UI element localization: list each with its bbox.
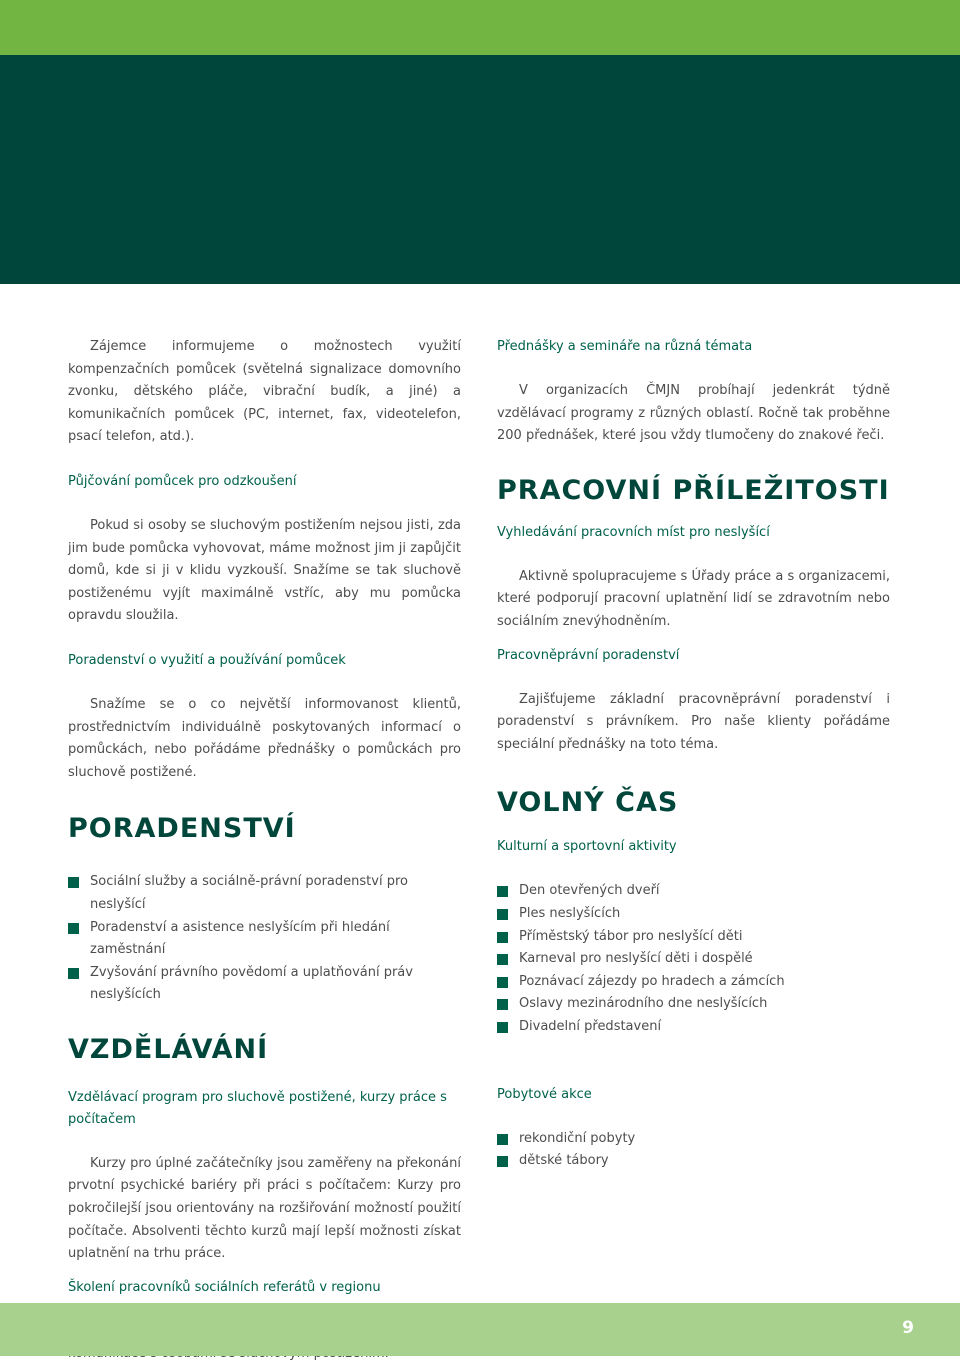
prilezitosti-title: PRACOVNÍ PŘÍLEŽITOSTI [497, 474, 890, 506]
poradenstvi-list [68, 871, 461, 1007]
list-item: Poradenství a asistence neslyšícím při hledání zaměstnání [68, 917, 461, 962]
list-item: Ples neslyšících [497, 903, 890, 926]
lectures-heading: Přednášky a semináře na různá témata [497, 339, 753, 354]
poradenstvi-title: PORADENSTVÍ [68, 813, 296, 845]
vzdelavani-title: VZDĚLÁVÁNÍ [68, 1033, 269, 1065]
labor-paragraph: Zajišťujeme základní pracovněprávní poradenství i poradenství s právníkem. Pro naše klienty pořádáme speciální přednášky na toto téma. [497, 691, 890, 752]
list-item: Karneval pro neslyšící děti i dospělé [497, 948, 890, 971]
training-heading: Školení pracovníků sociálních referátů v regionu [68, 1279, 381, 1295]
jobs-heading: Vyhledávání pracovních míst pro neslyšící [497, 524, 770, 540]
list-item: Poznávací zájezdy po hradech a zámcích [497, 971, 890, 994]
list-item: dětské tábory [497, 1150, 890, 1173]
list-item: Příměstský tábor pro neslyšící děti [497, 926, 890, 949]
square-bullet-icon [497, 932, 508, 943]
list-item: Oslavy mezinárodního dne neslyšících [497, 993, 890, 1016]
list-item: Den otevřených dveří [497, 880, 890, 903]
right-column [497, 336, 890, 1173]
left-column [68, 336, 461, 1366]
edu-heading: Vzdělávací program pro sluchově postižené, kurzy práce s počítačem [68, 1089, 447, 1127]
loan-heading: Půjčování pomůcek pro odzkoušení [68, 473, 297, 489]
footer-bar [0, 1303, 960, 1356]
stays-list [497, 1128, 890, 1173]
stays-heading: Pobytové akce [497, 1086, 592, 1102]
culture-heading: Kulturní a sportovní aktivity [497, 839, 677, 855]
square-bullet-icon [497, 954, 508, 965]
square-bullet-icon [497, 909, 508, 920]
advice-paragraph: Snažíme se o co největší informovanost klientů, prostřednictvím individuálně poskytovaných informací o pomůckách, nebo pořádáme přednášky o pomůckách pro sluchově postižené. [68, 696, 461, 780]
square-bullet-icon [497, 886, 508, 897]
top-accent-bar [0, 0, 960, 55]
header-band [0, 55, 960, 284]
edu-paragraph: Kurzy pro úplné začátečníky jsou zaměřeny na překonání prvotní psychické bariéry při práci s počítačem: Kurzy pro pokročilejší jsou orientovány na rozšiřování možností použití počítače. Absolventi těchto kurzů mají lepší možnosti získat uplatnění na trhu práce. [68, 1155, 461, 1262]
square-bullet-icon [497, 999, 508, 1010]
list-item: Sociální služby a sociálně-právní poradenství pro neslyšící [68, 871, 461, 916]
square-bullet-icon [68, 968, 79, 979]
culture-list [497, 880, 890, 1038]
list-item: Divadelní představení [497, 1016, 890, 1039]
list-item: rekondiční pobyty [497, 1128, 890, 1151]
volny-cas-title: VOLNÝ ČAS [497, 787, 679, 819]
intro-paragraph: Zájemce informujeme o možnostech využití kompenzačních pomůcek (světelná signalizace domovního zvonku, dětského pláče, vibrační budík, a jiné) a komunikačních pomůcek (PC, internet, fax, videotelefon, psací telefon, atd.). [68, 339, 461, 445]
jobs-paragraph: Aktivně spolupracujeme s Úřady práce a s organizacemi, které podporují pracovní uplatnění lidí se zdravotním nebo sociálním znevýhodněním. [497, 568, 890, 629]
lectures-paragraph: V organizacích ČMJN probíhají jedenkrát týdně vzdělávací programy z různých oblastí. Ročně tak proběhne 200 přednášek, které jsou vždy tlumočeny do znakové řeči. [497, 383, 890, 444]
square-bullet-icon [497, 1022, 508, 1033]
square-bullet-icon [68, 923, 79, 934]
square-bullet-icon [497, 1134, 508, 1145]
loan-paragraph: Pokud si osoby se sluchovým postižením nejsou jisti, zda jim bude pomůcka vyhovovat, máme možnost jim ji zapůjčit domů, kde si ji v klidu vyzkouší. Snažíme se tak sluchově postiženému vyjít maximálně vstříc, aby mu pomůcka opravdu sloužila. [68, 517, 461, 624]
page-number: 9 [902, 1318, 914, 1338]
list-item: Zvyšování právního povědomí a uplatňování práv neslyšících [68, 962, 461, 1007]
square-bullet-icon [497, 977, 508, 988]
labor-heading: Pracovněprávní poradenství [497, 647, 680, 663]
square-bullet-icon [68, 877, 79, 888]
advice-heading: Poradenství o využití a používání pomůcek [68, 652, 346, 668]
square-bullet-icon [497, 1156, 508, 1167]
